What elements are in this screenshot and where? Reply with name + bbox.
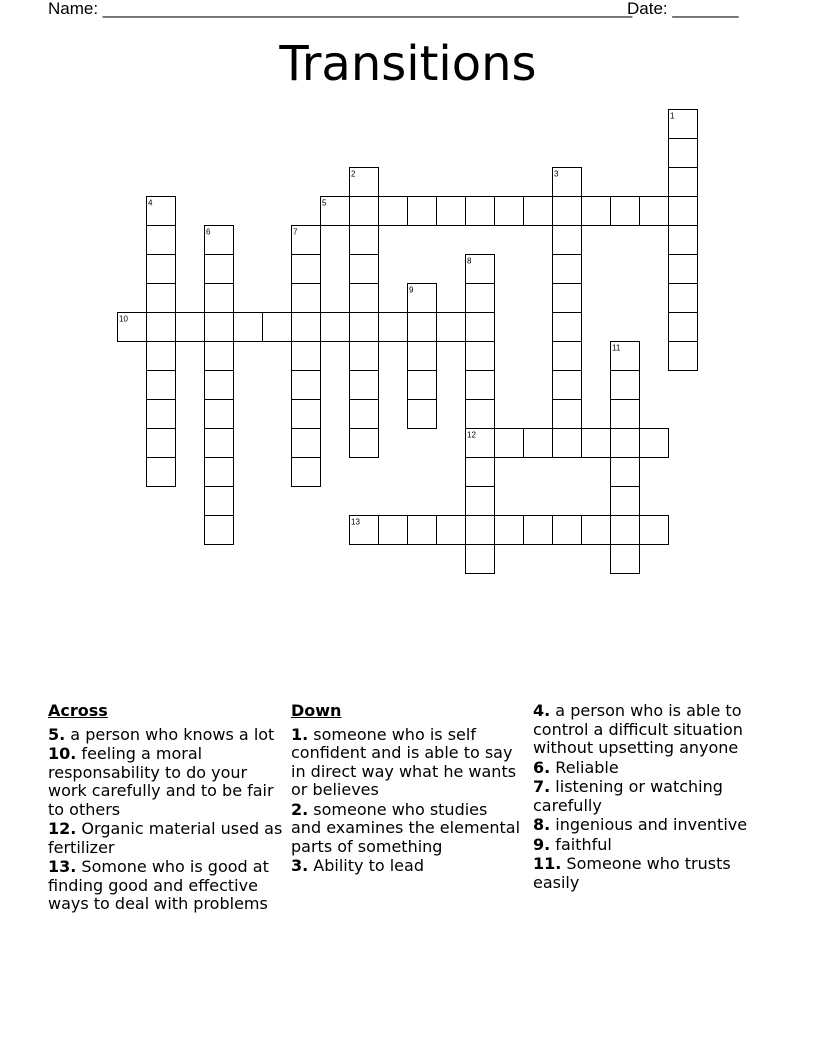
grid-cell[interactable]	[205, 429, 234, 458]
grid-cell[interactable]	[350, 342, 379, 371]
grid-cell[interactable]	[408, 197, 437, 226]
grid-cell[interactable]	[350, 400, 379, 429]
clue-number: 11.	[533, 854, 562, 873]
grid-cell[interactable]	[205, 342, 234, 371]
grid-cell[interactable]	[292, 400, 321, 429]
grid-cell[interactable]	[640, 429, 669, 458]
grid-cell[interactable]	[553, 284, 582, 313]
grid-cell[interactable]	[205, 487, 234, 516]
clue-item	[533, 702, 773, 758]
grid-cell[interactable]	[582, 516, 611, 545]
clue-text: Reliable	[550, 757, 619, 777]
grid-cell[interactable]	[408, 516, 437, 545]
grid-cell[interactable]	[524, 429, 553, 458]
date-field[interactable]: Date: _______	[627, 0, 739, 18]
grid-cell[interactable]	[553, 371, 582, 400]
across-clue-list	[48, 726, 284, 914]
clue-number-label: 3	[554, 169, 559, 179]
grid-cell[interactable]	[350, 371, 379, 400]
grid-cell[interactable]	[466, 516, 495, 545]
clue-number: 13.	[48, 857, 77, 876]
grid-cell[interactable]	[466, 313, 495, 342]
grid-cell[interactable]	[640, 197, 669, 226]
grid-cell[interactable]	[669, 139, 698, 168]
clue-text: Ability to lead	[308, 856, 424, 875]
clue-text: listening or watching carefully	[533, 777, 723, 815]
grid-cell[interactable]	[147, 342, 176, 371]
clue-number-label: 9	[409, 285, 414, 295]
grid-cell[interactable]	[495, 516, 524, 545]
grid-cell[interactable]	[553, 429, 582, 458]
page-title: Transitions	[279, 36, 537, 92]
grid-cell[interactable]	[640, 516, 669, 545]
grid-cell[interactable]	[408, 313, 437, 342]
clue-item	[291, 726, 521, 800]
clue-number: 8.	[533, 815, 551, 834]
clue-text: someone who studies and examines the elemental parts of something	[291, 799, 521, 856]
grid-cell[interactable]	[147, 458, 176, 487]
grid-cell[interactable]	[611, 371, 640, 400]
clue-number-label: 8	[467, 256, 472, 266]
clue-number-label: 7	[293, 227, 298, 237]
clue-item	[48, 820, 284, 857]
clue-number: 4.	[533, 701, 551, 720]
clue-text: ingenious and inventive	[550, 815, 748, 834]
clue-item	[533, 836, 773, 855]
grid-cell[interactable]	[553, 313, 582, 342]
grid-cell[interactable]	[553, 226, 582, 255]
grid-cell[interactable]	[147, 226, 176, 255]
clue-text: a person who knows a lot	[65, 724, 275, 744]
grid-cell[interactable]	[582, 429, 611, 458]
grid-cell[interactable]	[466, 342, 495, 371]
down-clues	[291, 702, 521, 877]
grid-cell[interactable]	[234, 313, 263, 342]
grid-cell[interactable]	[524, 516, 553, 545]
down-clue-list-continued	[533, 702, 773, 892]
grid-cell[interactable]	[292, 371, 321, 400]
grid-cell[interactable]	[379, 516, 408, 545]
down-clue-list	[291, 726, 521, 876]
grid-cell[interactable]	[524, 197, 553, 226]
clue-item	[291, 801, 521, 857]
grid-cell[interactable]	[292, 429, 321, 458]
grid-cell[interactable]	[147, 255, 176, 284]
clue-number-label: 13	[351, 517, 360, 527]
clue-item	[533, 759, 773, 778]
grid-cell[interactable]	[147, 400, 176, 429]
clue-text: feeling a moral responsability to do your work carefully and to be fair to others	[48, 744, 274, 819]
grid-cell[interactable]	[408, 342, 437, 371]
clue-text: Organic material used as fertilizer	[48, 819, 283, 857]
grid-cell[interactable]	[553, 400, 582, 429]
clue-number-label: 4	[148, 198, 153, 208]
grid-cell[interactable]	[292, 313, 321, 342]
grid-cell[interactable]	[553, 255, 582, 284]
clue-item	[48, 858, 284, 914]
down-clues-continued	[533, 702, 773, 893]
grid-cell[interactable]	[611, 400, 640, 429]
name-field[interactable]: Name: ________________________________________________________	[48, 0, 633, 18]
grid-cell[interactable]	[669, 226, 698, 255]
grid-cell[interactable]	[176, 313, 205, 342]
grid-cell[interactable]	[669, 255, 698, 284]
clue-item	[48, 726, 284, 745]
grid-cell[interactable]	[205, 371, 234, 400]
clue-number-label: 12	[467, 430, 476, 440]
grid-cell[interactable]	[437, 313, 466, 342]
grid-cell[interactable]	[379, 313, 408, 342]
grid-cell[interactable]	[611, 545, 640, 574]
clue-number: 10.	[48, 744, 77, 763]
grid-cell[interactable]	[495, 197, 524, 226]
clue-number-label: 2	[351, 169, 356, 179]
grid-cell[interactable]	[669, 284, 698, 313]
clue-number-label: 1	[670, 111, 675, 121]
clue-item	[48, 745, 284, 819]
grid-cell[interactable]	[292, 342, 321, 371]
grid-cell[interactable]	[466, 458, 495, 487]
grid-cell[interactable]	[147, 313, 176, 342]
grid-cell[interactable]	[408, 371, 437, 400]
grid-cell[interactable]	[466, 371, 495, 400]
grid-cell[interactable]	[292, 458, 321, 487]
grid-cell[interactable]	[350, 255, 379, 284]
clue-text: Somone who is good at finding good and effective ways to deal with problems	[48, 857, 269, 913]
clue-number: 1.	[291, 724, 309, 744]
grid-cell[interactable]	[350, 197, 379, 226]
grid-cell[interactable]	[437, 516, 466, 545]
grid-cell[interactable]	[263, 313, 292, 342]
clue-number: 2.	[291, 799, 309, 819]
clue-item	[533, 778, 773, 815]
grid-cell[interactable]	[611, 197, 640, 226]
grid-cell[interactable]	[205, 255, 234, 284]
grid-cell[interactable]	[669, 313, 698, 342]
grid-cell[interactable]	[205, 400, 234, 429]
clue-text: faithful	[550, 834, 612, 854]
grid-cell[interactable]	[669, 342, 698, 371]
grid-cell[interactable]	[205, 458, 234, 487]
clue-number: 12.	[48, 819, 77, 838]
grid-cell[interactable]	[147, 284, 176, 313]
grid-cell[interactable]	[611, 487, 640, 516]
grid-cell[interactable]	[437, 197, 466, 226]
across-clues	[48, 702, 284, 915]
clue-number-label: 10	[119, 314, 128, 324]
grid-cell[interactable]	[611, 458, 640, 487]
grid-cell[interactable]	[292, 284, 321, 313]
grid-cell[interactable]	[611, 429, 640, 458]
clue-item	[533, 855, 773, 892]
clue-number-label: 6	[206, 227, 211, 237]
clue-number: 6.	[533, 757, 551, 777]
grid-cell[interactable]	[292, 255, 321, 284]
across-heading: Across	[48, 701, 108, 720]
down-heading: Down	[291, 701, 342, 720]
grid-cell[interactable]	[350, 226, 379, 255]
grid-cell[interactable]	[147, 371, 176, 400]
grid-cell[interactable]	[147, 429, 176, 458]
grid-cell[interactable]	[466, 545, 495, 574]
grid-cell[interactable]	[379, 197, 408, 226]
grid-cell[interactable]	[205, 516, 234, 545]
grid-cell[interactable]	[582, 197, 611, 226]
grid-cell[interactable]	[611, 516, 640, 545]
clue-text: someone who is self confident and is able to say in direct way what he wants or believes	[291, 724, 517, 799]
grid-cell[interactable]	[205, 284, 234, 313]
grid-cell[interactable]	[553, 342, 582, 371]
clue-item	[533, 816, 773, 835]
grid-cell[interactable]	[495, 429, 524, 458]
grid-cell[interactable]	[553, 516, 582, 545]
clue-number: 3.	[291, 856, 309, 875]
clue-number-label: 5	[322, 198, 327, 208]
grid-cell[interactable]	[466, 400, 495, 429]
grid-cell[interactable]	[669, 197, 698, 226]
clue-number: 7.	[533, 777, 551, 796]
clue-number: 5.	[48, 724, 66, 744]
clue-number-label: 11	[612, 343, 621, 353]
grid-cell[interactable]	[466, 284, 495, 313]
clue-text: Someone who trusts easily	[533, 854, 731, 892]
grid-cell[interactable]	[408, 400, 437, 429]
grid-cell[interactable]	[669, 168, 698, 197]
grid-cell[interactable]	[350, 284, 379, 313]
grid-cell[interactable]	[205, 313, 234, 342]
grid-cell[interactable]	[466, 197, 495, 226]
clue-number: 9.	[533, 834, 551, 854]
clue-text: a person who is able to control a difficult situation without upsetting anyone	[533, 701, 743, 757]
grid-cell[interactable]	[350, 429, 379, 458]
clue-item	[291, 857, 521, 876]
grid-cell[interactable]	[321, 313, 350, 342]
grid-cell[interactable]	[553, 197, 582, 226]
grid-cell[interactable]	[350, 313, 379, 342]
grid-cell[interactable]	[466, 487, 495, 516]
